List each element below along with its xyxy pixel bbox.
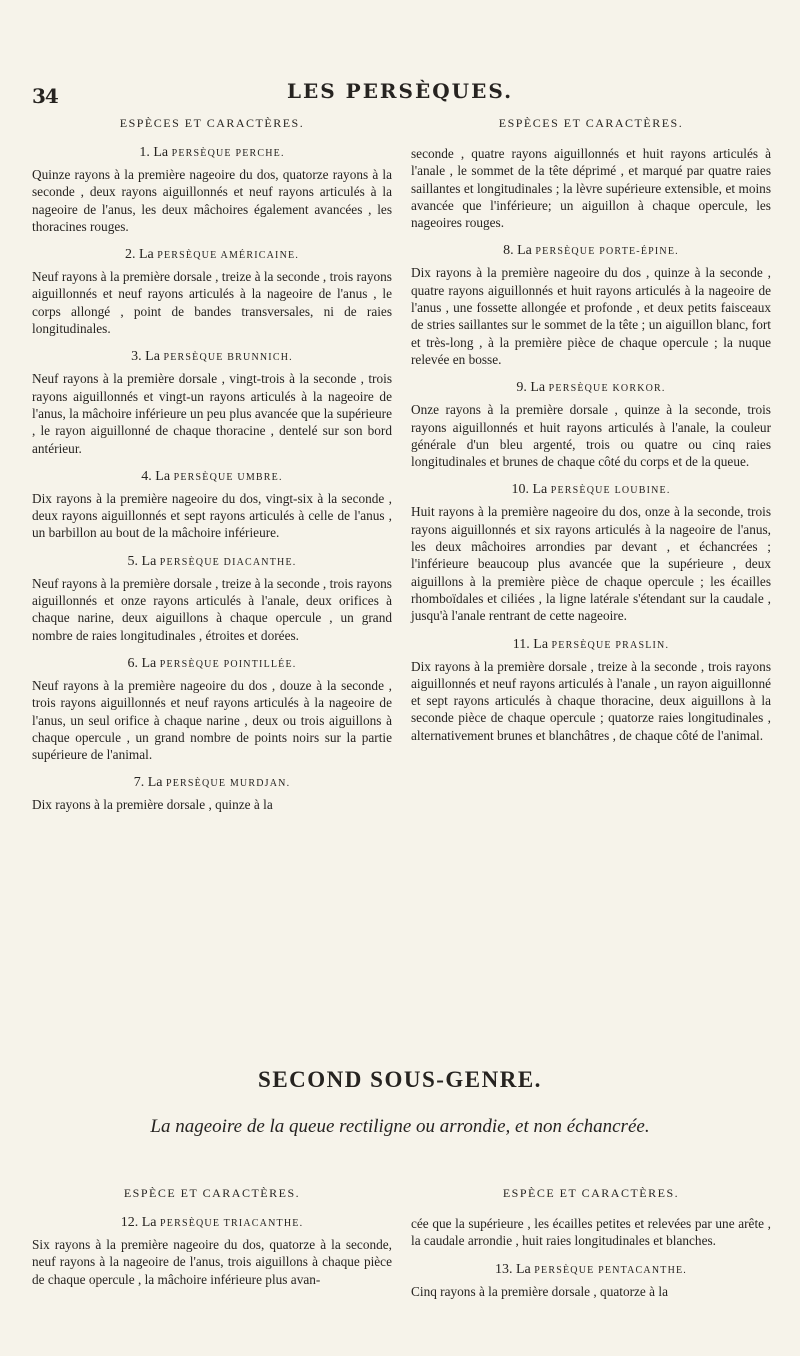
species-entry	[32, 247, 392, 337]
page-number: 34	[32, 84, 58, 108]
species-description: Dix rayons à la première dorsale , quinze à la	[32, 797, 273, 813]
column-heading: ESPÈCE ET CARACTÈRES.	[502, 1186, 680, 1200]
species-title: 12. La PERSÈQUE TRIACANTHE.	[120, 1215, 304, 1230]
species-title: 9. La PERSÈQUE KORKOR.	[516, 380, 666, 396]
species-entry	[411, 380, 771, 470]
species-title: 2. La PERSÈQUE AMÉRICAINE.	[124, 247, 300, 263]
species-entry	[32, 349, 392, 456]
species-description: Neuf rayons à la première nageoire du dos , douze à la seconde , trois rayons aiguillonnés et neuf rayons articulés à la nageoire de l'anus, un seul orifice à chaque narine , deux ou trois aiguillons à chaque opercule , un grand nombre de points noirs sur la partie supérieure de l'animal.	[32, 677, 392, 763]
species-description: Onze rayons à la première dorsale , quinze à la seconde, trois rayons aiguillonnés et huit rayons articulés à l'anale, la couleur générale d'un bleu argenté, trois ou quatre ou cinq raies longitudinales et brunes de chaque côté du corps et de la queue.	[411, 402, 771, 470]
species-title: 4. La PERSÈQUE UMBRE.	[141, 468, 283, 484]
species-title: 3. La PERSÈQUE BRUNNICH.	[131, 349, 293, 365]
species-entry	[411, 243, 771, 368]
bottom-right-column	[411, 1186, 771, 1300]
species-description: Dix rayons à la première dorsale , treize à la seconde , trois rayons aiguillonnés et neuf rayons articulés à l'anale , un rayon aiguillonné et sept rayons articulés à chaque thoracine, deux aiguillons à la seconde pièce de chaque opercule ; quatorze raies longitudinales , alternativement brunes et blanchâtres , de chaque côté de l'animal.	[411, 658, 771, 743]
column-heading: ESPÈCE ET CARACTÈRES.	[123, 1186, 301, 1200]
running-head: LES PERSÈQUES.	[286, 79, 514, 103]
species-entry	[32, 145, 392, 235]
species-title: 10. La PERSÈQUE LOUBINE.	[511, 482, 671, 498]
species-entry	[32, 554, 392, 644]
column-heading: ESPÈCES ET CARACTÈRES.	[498, 116, 684, 130]
section-subtitle: La nageoire de la queue rectiligne ou arrondie, et non échancrée.	[150, 1116, 650, 1137]
species-title: 1. La PERSÈQUE PERCHE.	[139, 145, 285, 160]
species-description: Neuf rayons à la première dorsale , treize à la seconde , trois rayons aiguillonnés et neuf rayons articulés à la nageoire de l'anus , le corps allongé , point de bandes transversales, ni de raies longitudinales.	[32, 269, 392, 337]
species-description: Quinze rayons à la première nageoire du dos, quatorze rayons à la seconde , deux rayons aiguillonnés et neuf rayons articulés à la nageoire de l'anus, les deux mâchoires également avancées , les thoracines rouges.	[32, 167, 392, 234]
species-entry	[411, 637, 771, 744]
species-title: 5. La PERSÈQUE DIACANTHE.	[127, 553, 297, 569]
section-title: SECOND SOUS-GENRE.	[258, 1067, 542, 1092]
species-description: Huit rayons à la première nageoire du dos, onze à la seconde, trois rayons aiguillonnés et six rayons articulés à la nageoire de l'anus, les deux mâchoires arrondies par devant , et échancrées ; l'inférieure beaucoup plus avancée que la supérieure , deux aiguillons à la première pièce de chaque opercule ; les écailles rhomboïdales et ciliées , la ligne latérale s'étendant sur la caudale , jusqu'à l'anale rentrant de cette nageoire.	[411, 504, 771, 624]
species-entry	[411, 1262, 771, 1300]
species-entry	[32, 656, 392, 763]
species-description: Cinq rayons à la première dorsale , quatorze à la	[411, 1283, 668, 1299]
species-description: Six rayons à la première nageoire du dos, quatorze à la seconde, neuf rayons à la nageoire de l'anus, trois aiguillons à chaque pièce de chaque opercule , la mâchoire inférieure plus avan-	[32, 1237, 392, 1287]
continued-description: cée que la supérieure , les écailles petites et relevées par une arête , la caudale arrondie , huit raies longitudinales et blanches.	[411, 1216, 771, 1249]
species-description: Dix rayons à la première nageoire du dos, vingt-six à la seconde , deux rayons aiguillonnés et sept rayons articulés à celle de l'anus , un barbillon au bout de la mâchoire inférieure.	[32, 490, 392, 541]
species-title: 6. La PERSÈQUE POINTILLÉE.	[127, 655, 297, 671]
species-entry	[32, 469, 392, 542]
top-right-column	[411, 116, 771, 744]
species-entry	[411, 482, 771, 624]
bottom-left-column	[32, 1186, 392, 1288]
species-title: 8. La PERSÈQUE PORTE-ÉPINE.	[503, 243, 679, 259]
species-entry	[32, 1215, 392, 1288]
species-description: Neuf rayons à la première dorsale , vingt-trois à la seconde , trois rayons aiguillonnés et vingt-un rayons articulés à la nageoire de l'anus, la mâchoire inférieure un peu plus avancée que la supérieure , le rayon aiguillonné de chaque thoracine , dentelé sur son bord antérieur.	[32, 371, 392, 456]
species-entry	[32, 775, 392, 813]
top-left-column	[32, 116, 392, 814]
column-heading: ESPÈCES ET CARACTÈRES.	[119, 116, 305, 130]
continued-description: seconde , quatre rayons aiguillonnés et huit rayons articulés à l'anale , le sommet de la tête déprimé , et marqué par quatre raies saillantes et longitudinales ; la lèvre supérieure extensible, et moins avancée que l'inférieure; un aiguillon à chaque opercule, les nageoires rouges.	[411, 146, 771, 231]
species-description: Dix rayons à la première nageoire du dos , quinze à la seconde , quatre rayons aiguillonnés et huit rayons articulés à la nageoire de l'anus , une fossette allongée et profonde , et deux petits faisceaux de stries saillantes sur le sommet de la tête ; un aiguillon blanc, fort et très-long , à la première pièce de chaque opercule ; la nuque relevée en bosse.	[411, 265, 771, 367]
species-description: Neuf rayons à la première dorsale , treize à la seconde , trois rayons aiguillonnés et onze rayons articulés à l'anale, deux orifices à chaque narine, deux aiguillons à chaque opercule , un grand nombre de raies longitudinales , étroites et dorées.	[32, 575, 392, 643]
species-title: 7. La PERSÈQUE MURDJAN.	[133, 775, 291, 791]
species-title: 13. La PERSÈQUE PENTACANTHE.	[495, 1261, 687, 1277]
species-title: 11. La PERSÈQUE PRASLIN.	[512, 636, 670, 652]
